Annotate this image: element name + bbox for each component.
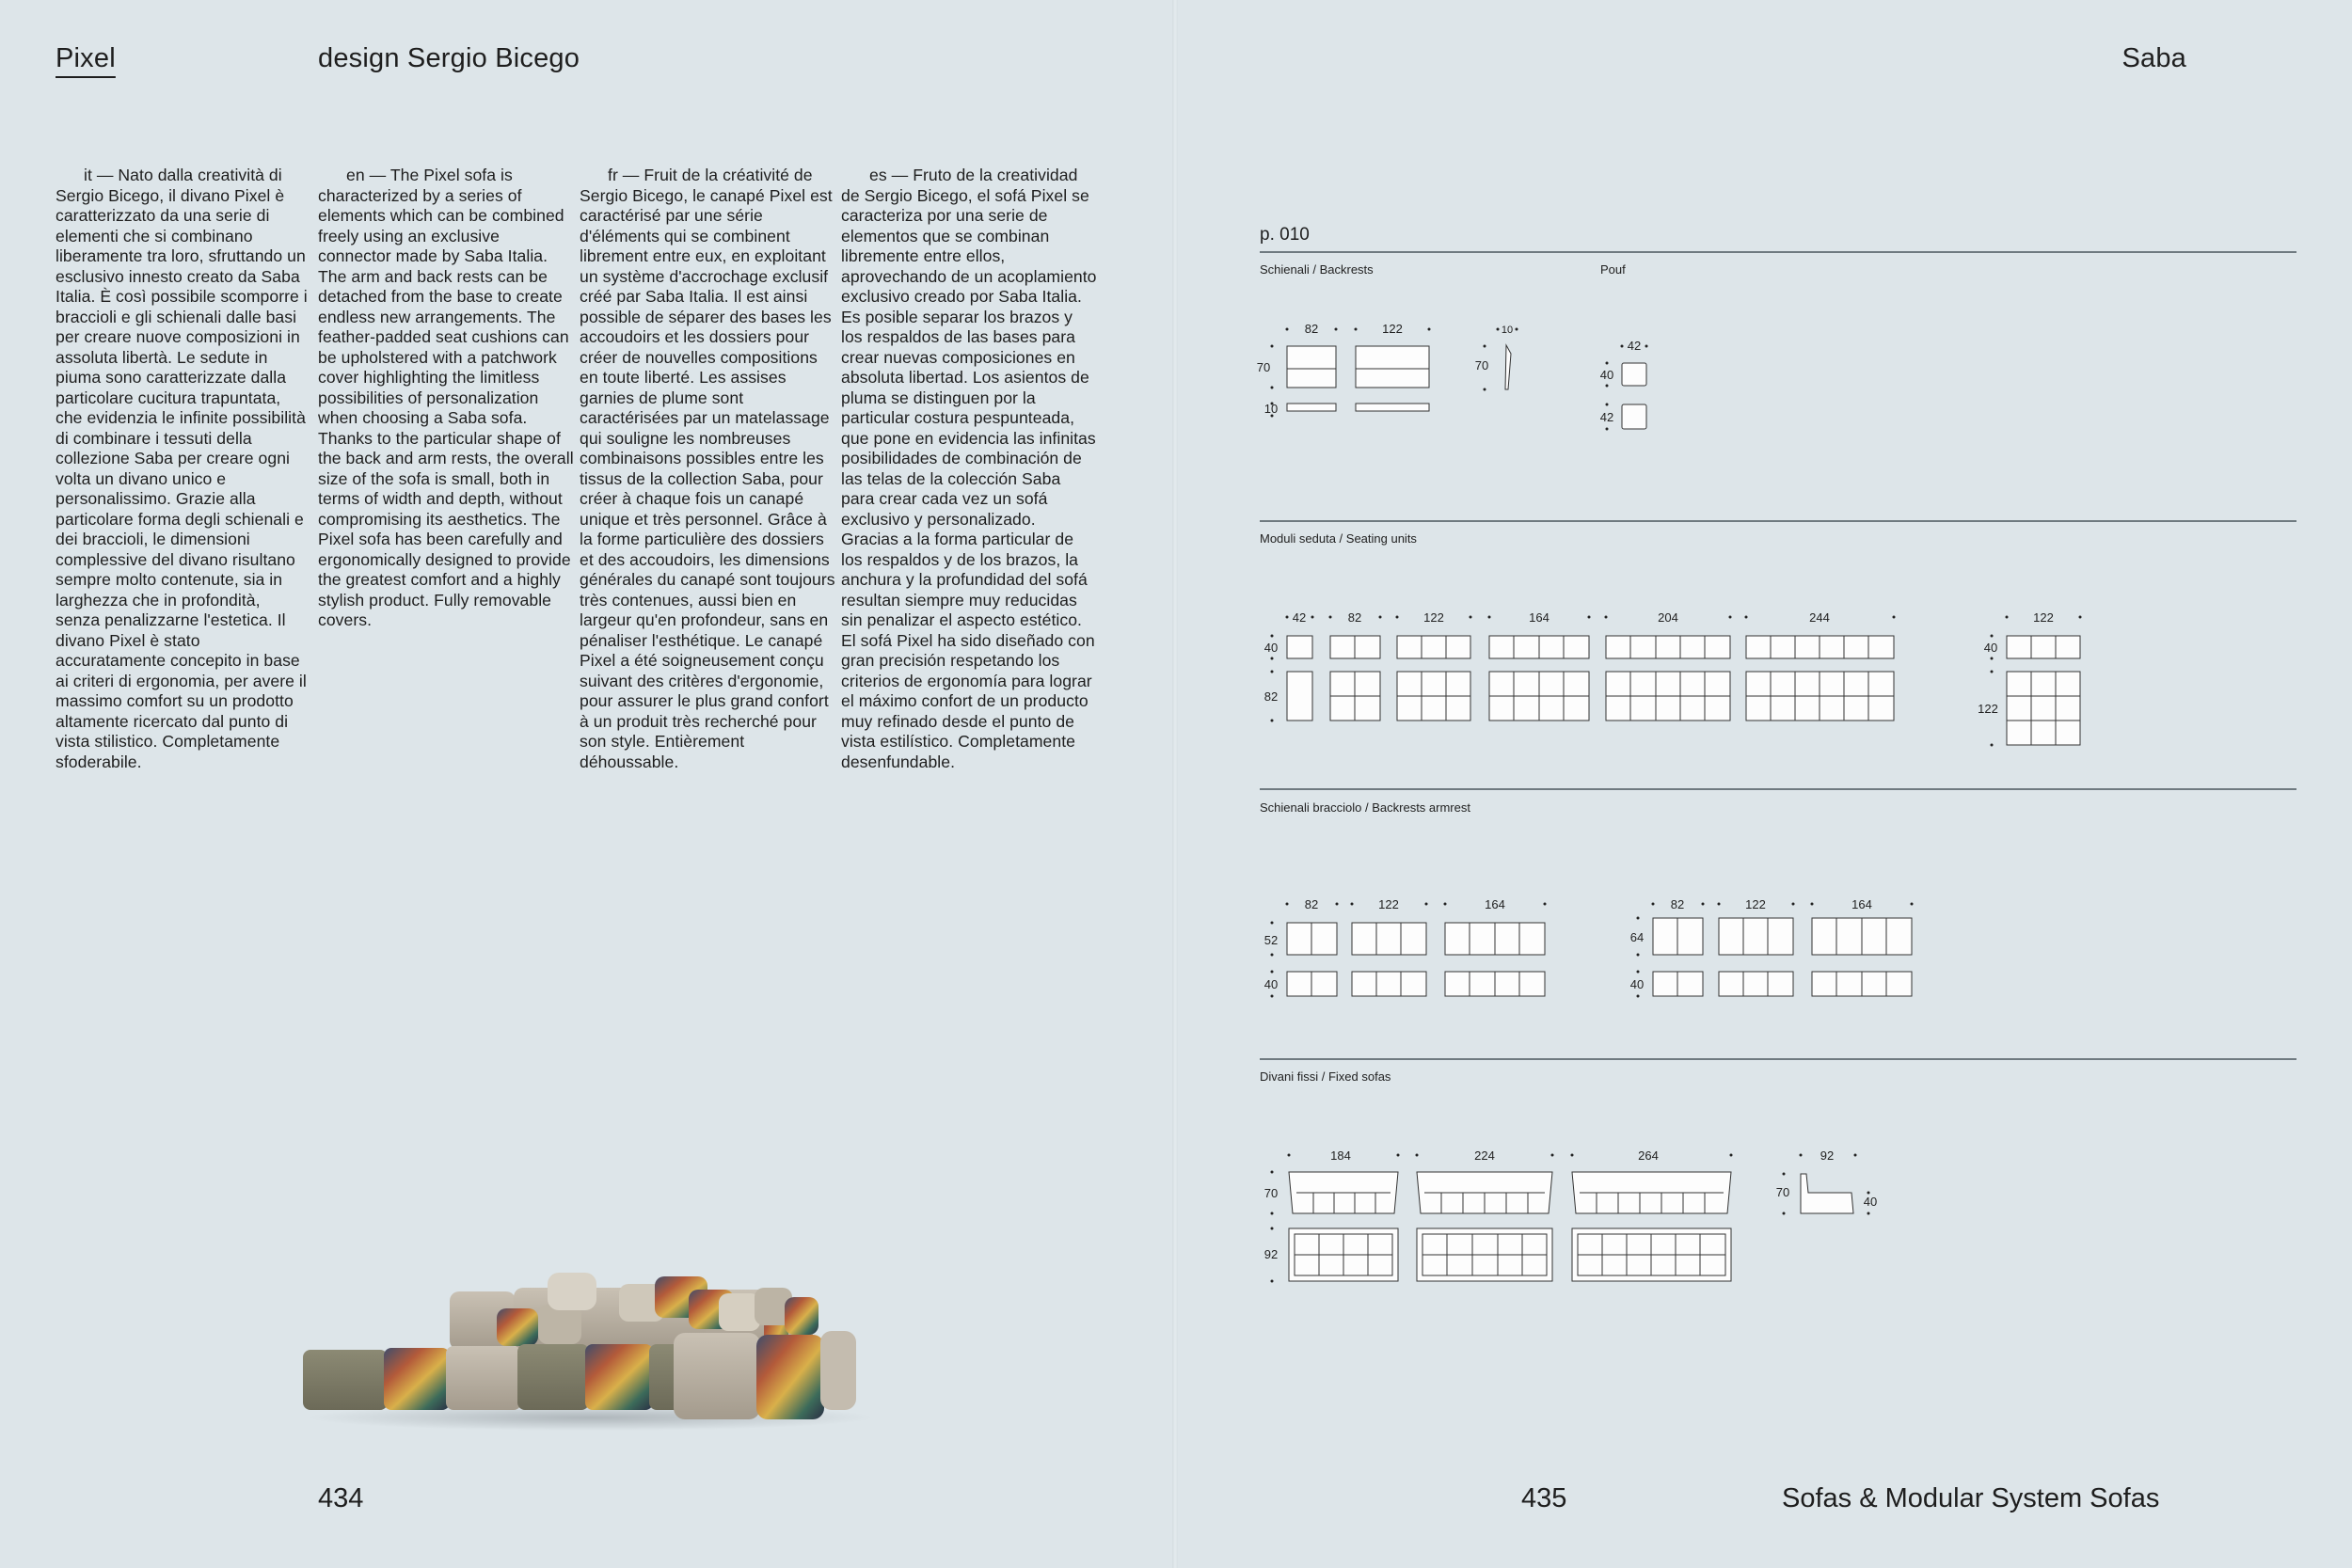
dim-label: 70 xyxy=(1263,1186,1279,1200)
dim-label: 40 xyxy=(1599,368,1614,382)
dim-label: 264 xyxy=(1638,1148,1659,1163)
dim-label: 122 xyxy=(1978,702,1998,716)
dim-label: 70 xyxy=(1775,1185,1790,1199)
dim-label: 10 xyxy=(1501,325,1514,336)
dim-label: 164 xyxy=(1851,897,1872,911)
section-title: Sofas & Modular System Sofas xyxy=(1782,1483,2160,1513)
dim-label: 40 xyxy=(1263,977,1279,991)
dim-label: 40 xyxy=(1983,641,1998,655)
dim-label: 40 xyxy=(1263,641,1279,655)
dim-label: 92 xyxy=(1263,1247,1279,1261)
dim-label: 40 xyxy=(1629,977,1645,991)
dim-label: 122 xyxy=(1382,322,1403,336)
dim-label: 82 xyxy=(1304,897,1319,911)
dim-label: 82 xyxy=(1347,610,1362,625)
dim-label: 82 xyxy=(1304,322,1319,336)
description-french: fr — Fruit de la créativité de Sergio Bicego, le canapé Pixel est caractérisé par une série d'éléments qui se combinent librement entre eux, en exploitant un système d'accrochage exclusif créé par Saba Italia. Il est ainsi possible de séparer des bases les accoudoirs et les dossiers pour créer de nouvelles compositions en toute liberté. Les assises garnies de plume sont caractérisées par un matelassage qui souligne les nombreuses combinaisons possibles entre les tissus de la collection Saba, pour créer à chaque fois un canapé unique et très personnel. Grâce à la forme particulière des dossiers et des accoudoirs, les dimensions générales du canapé sont toujours très contenues, aussi bien en largeur qu'en profondeur, sans en pénaliser l'esthétique. Le canapé Pixel a été soigneusement conçu suivant des critères d'ergonomie, pour assurer le plus grand confort à un produit très recherché pour son style. Entièrement déhoussable. xyxy=(580,166,835,771)
dim-label: 42 xyxy=(1599,410,1614,424)
dim-label: 184 xyxy=(1330,1148,1351,1163)
section-pouf: Pouf xyxy=(1600,262,1626,277)
dim-label: 244 xyxy=(1809,610,1830,625)
dim-label: 164 xyxy=(1529,610,1549,625)
page-reference: p. 010 xyxy=(1260,225,1310,245)
dim-label: 164 xyxy=(1485,897,1505,911)
brand-name: Saba xyxy=(2122,43,2186,73)
section-seating-units: Moduli seduta / Seating units xyxy=(1260,531,1417,546)
collection-title: Pixel xyxy=(56,43,116,73)
description-spanish: es — Fruto de la creatividad de Sergio Bicego, el sofá Pixel se caracteriza por una serie de elementos que se combinan libremente entre ellos, aprovechando de un acoplamiento exclusivo creado por Saba Italia. Es posible separar los brazos y los respaldos de las bases para crear nuevas composiciones en absoluta libertad. Los asientos de pluma se distinguen por la particular costura pespunteada, que pone en evidencia las infinitas posibilidades de combinación de las telas de la colección Saba para crear cada vez un sofá exclusivo y personalizado. Gracias a la forma particular de los respaldos y de los brazos, la anchura y la profundidad del sofá resultan siempre muy reducidas sin penalizar el aspecto estético. El sofá Pixel ha sido diseñado con gran precisión respetando los criterios de ergonomía para lograr el máximo confort de un producto muy refinado desde el punto de vista estilístico. Completamente desenfundable. xyxy=(841,166,1097,771)
dim-label: 92 xyxy=(1820,1148,1835,1163)
dim-label: 42 xyxy=(1292,610,1307,625)
section-backrests: Schienali / Backrests xyxy=(1260,262,1374,277)
dim-label: 82 xyxy=(1670,897,1685,911)
page-number-left: 434 xyxy=(318,1483,364,1513)
dim-label: 42 xyxy=(1627,339,1642,353)
designer-credit: design Sergio Bicego xyxy=(318,43,580,73)
dim-label: 52 xyxy=(1263,933,1279,947)
dim-label: 122 xyxy=(1378,897,1399,911)
section-armrest-backrests: Schienali bracciolo / Backrests armrest xyxy=(1260,800,1470,815)
section-fixed-sofas: Divani fissi / Fixed sofas xyxy=(1260,1069,1391,1084)
dim-label: 122 xyxy=(1745,897,1766,911)
dim-label: 70 xyxy=(1474,358,1489,372)
dim-label: 122 xyxy=(1423,610,1444,625)
dim-label: 82 xyxy=(1263,689,1279,704)
dim-label: 224 xyxy=(1474,1148,1495,1163)
dim-label: 204 xyxy=(1658,610,1678,625)
dim-label: 122 xyxy=(2033,610,2054,625)
description-english: en — The Pixel sofa is characterized by a series of elements which can be combined freely using an exclusive connector made by Saba Italia. The arm and back rests can be detached from the base to create endless new arrangements. The feather-padded seat cushions can be upholstered with a patchwork cover highlighting the limitless possibilities of personalization when choosing a Saba sofa. Thanks to the particular shape of the back and arm rests, the overall size of the sofa is small, both in terms of width and depth, without compromising its aesthetics. The Pixel sofa has been carefully and ergonomically designed to provide the greatest comfort and a highly stylish product. Fully removable covers. xyxy=(318,166,574,629)
description-italian: it — Nato dalla creatività di Sergio Bicego, il divano Pixel è caratterizzato da una serie di elementi che si combinano liberamente tra loro, sfruttando un esclusivo innesto creato da Saba Italia. È così possibile scomporre i braccioli e gli schienali dalle basi per creare nuove composizioni in assoluta libertà. Le sedute in piuma sono caratterizzate dalla particolare cucitura trapuntata, che evidenzia le infinite possibilità di combinare i tessuti della collezione Saba per creare ogni volta un divano unico e personalissimo. Grazie alla particolare forma degli schienali e dei braccioli, le dimensioni complessive del divano risultano sempre molto contenute, sia in larghezza che in profondità, senza penalizzarne l'estetica. Il divano Pixel è stato accuratamente concepito in base ai criteri di ergonomia, per avere il massimo comfort su un prodotto altamente ricercato dal punto di vista stilistico. Completamente sfoderabile. xyxy=(56,166,308,771)
page-number-right: 435 xyxy=(1521,1483,1567,1513)
dim-label: 10 xyxy=(1263,402,1279,416)
dim-label: 70 xyxy=(1256,360,1271,374)
dim-label: 64 xyxy=(1629,930,1645,944)
dim-label: 40 xyxy=(1863,1195,1878,1209)
